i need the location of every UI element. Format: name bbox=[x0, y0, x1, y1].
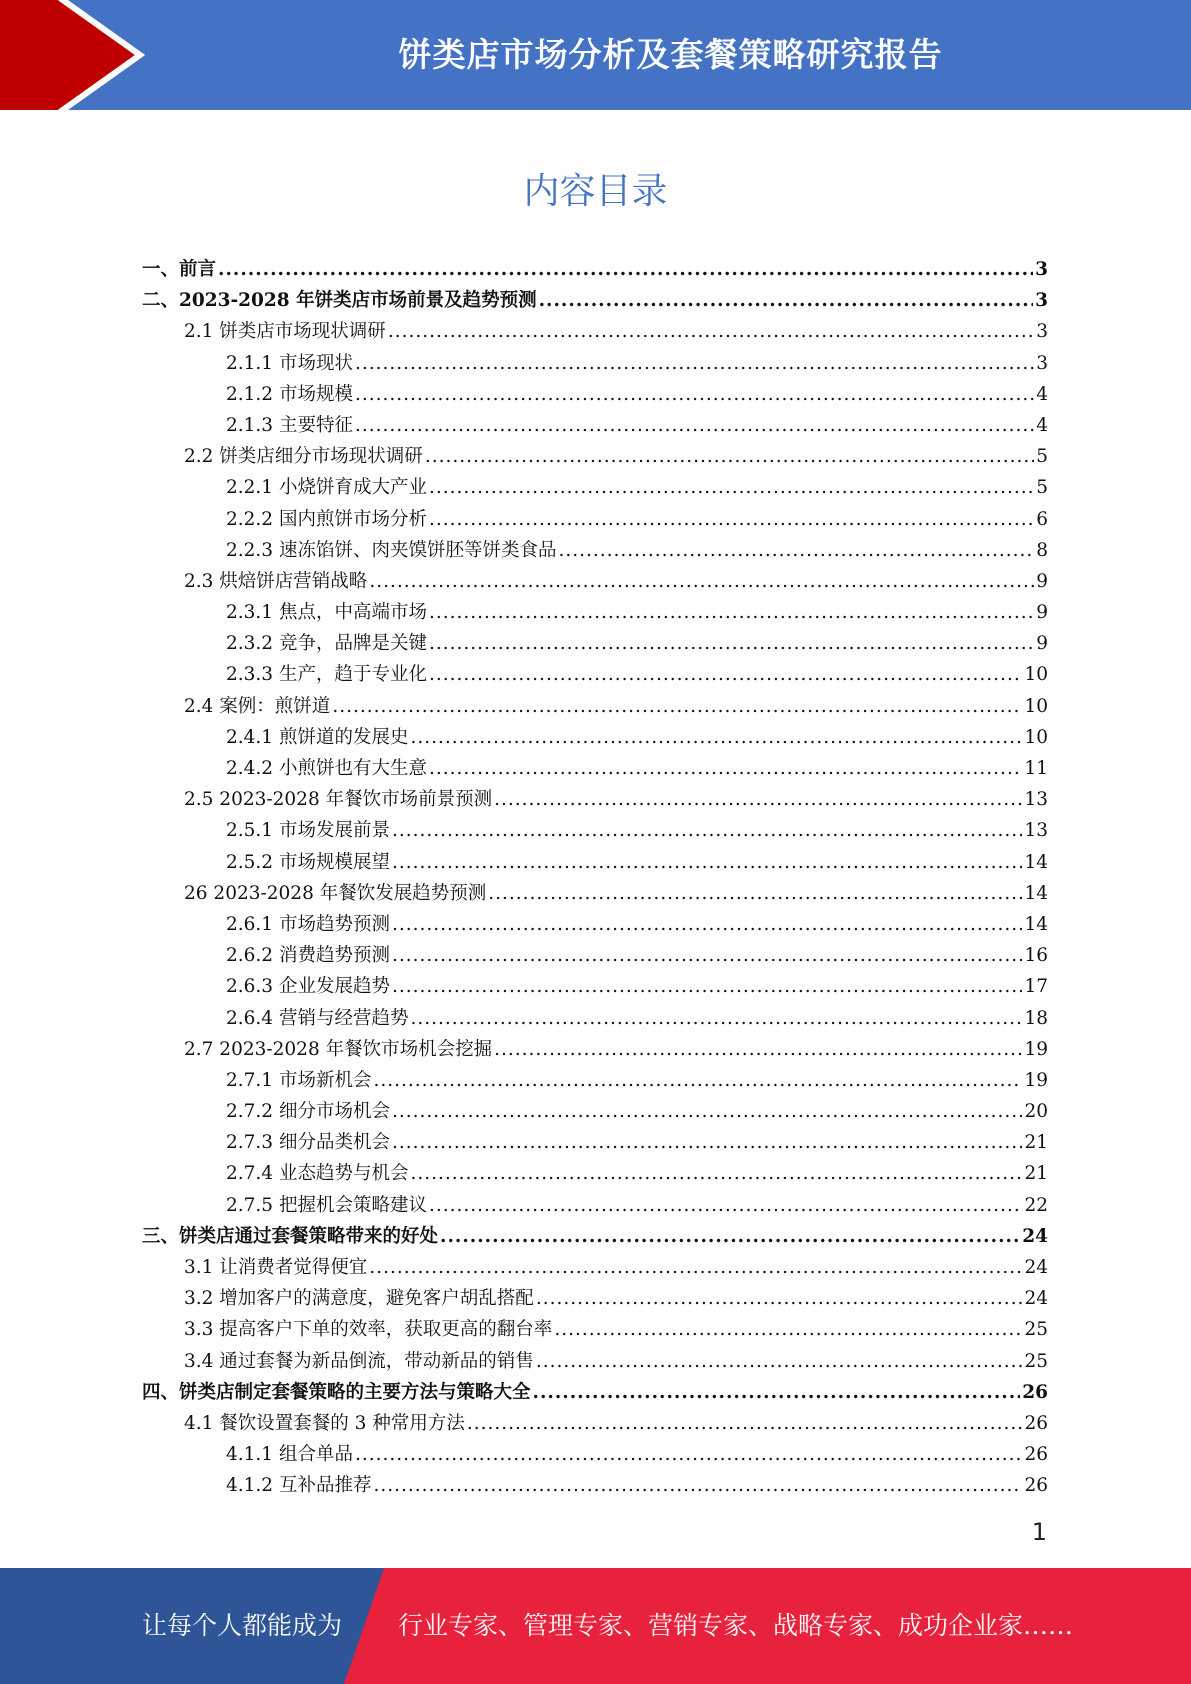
toc-entry-page: 26 bbox=[1022, 1381, 1048, 1403]
toc-entry-page: 5 bbox=[1036, 477, 1048, 499]
toc-dot-leader bbox=[392, 909, 1022, 940]
toc-entry-page: 19 bbox=[1024, 1069, 1048, 1091]
toc-entry-label: 2.3.2 竞争，品牌是关键 bbox=[226, 633, 427, 655]
header-banner bbox=[0, 0, 1191, 110]
toc-entry-page: 9 bbox=[1036, 633, 1048, 655]
toc-entry-label: 2.2 饼类店细分市场现状调研 bbox=[184, 446, 423, 468]
toc-dot-leader bbox=[558, 535, 1034, 566]
toc-entry[interactable] bbox=[142, 1346, 1048, 1377]
toc-entry[interactable] bbox=[142, 909, 1048, 940]
toc-dot-leader bbox=[429, 628, 1034, 659]
toc-dot-leader bbox=[355, 1439, 1023, 1470]
toc-entry-label: 三、饼类店通过套餐策略带来的好处 bbox=[142, 1225, 439, 1247]
toc-entry-label: 2.7.5 把握机会策略建议 bbox=[226, 1194, 427, 1216]
toc-entry-label: 2.6.3 企业发展趋势 bbox=[226, 976, 390, 998]
toc-entry-page: 21 bbox=[1024, 1132, 1048, 1154]
toc-dot-leader bbox=[373, 1470, 1022, 1501]
toc-entry-page: 24 bbox=[1024, 1257, 1048, 1278]
toc-entry[interactable] bbox=[142, 410, 1048, 441]
toc-entry-label: 26 2023-2028 年餐饮发展趋势预测 bbox=[184, 882, 487, 904]
toc-dot-leader bbox=[494, 1034, 1022, 1065]
toc-entry-label: 3.3 提高客户下单的效率，获取更高的翻台率 bbox=[184, 1319, 553, 1341]
toc-entry[interactable] bbox=[142, 1158, 1048, 1189]
toc-entry-page: 13 bbox=[1024, 789, 1048, 811]
toc-entry[interactable] bbox=[142, 1252, 1048, 1283]
toc-entry-label: 2.3.3 生产，趋于专业化 bbox=[226, 664, 427, 686]
toc-entry[interactable] bbox=[142, 316, 1048, 347]
toc-entry-label: 2.5 2023-2028 年餐饮市场前景预测 bbox=[184, 789, 493, 811]
toc-entry-label: 2.1.1 市场现状 bbox=[226, 352, 353, 374]
toc-entry-page: 3 bbox=[1036, 352, 1048, 374]
toc-entry[interactable] bbox=[142, 628, 1048, 659]
toc-entry[interactable] bbox=[142, 348, 1048, 379]
chevron-arrow-icon bbox=[0, 0, 160, 110]
toc-entry-page: 26 bbox=[1024, 1444, 1048, 1466]
toc-dot-leader bbox=[392, 940, 1022, 971]
toc-entry[interactable] bbox=[142, 441, 1048, 472]
toc-entry-label: 3.2 增加客户的满意度，避免客户胡乱搭配 bbox=[184, 1288, 534, 1310]
toc-dot-leader bbox=[429, 753, 1022, 784]
toc-entry-page: 4 bbox=[1036, 414, 1048, 436]
toc-dot-leader bbox=[554, 1314, 1022, 1345]
toc-dot-leader bbox=[440, 1221, 1020, 1252]
footer-slogan-right: 行业专家、管理专家、营销专家、战略专家、成功企业家…… bbox=[398, 1611, 1074, 1640]
toc-dot-leader bbox=[429, 659, 1022, 690]
toc-entry-label: 2.1 饼类店市场现状调研 bbox=[184, 321, 386, 343]
toc-entry-page: 18 bbox=[1024, 1007, 1048, 1029]
toc-entry-label: 2.7.3 细分品类机会 bbox=[226, 1132, 390, 1154]
toc-entry[interactable] bbox=[142, 784, 1048, 815]
toc-entry-label: 2.6.4 营销与经营趋势 bbox=[226, 1007, 409, 1029]
toc-entry[interactable] bbox=[142, 1439, 1048, 1470]
toc-entry-page: 26 bbox=[1024, 1475, 1048, 1497]
toc-dot-leader bbox=[218, 254, 1033, 285]
toc-entry[interactable] bbox=[142, 1034, 1048, 1065]
toc-entry-page: 26 bbox=[1024, 1412, 1048, 1434]
toc-entry[interactable] bbox=[142, 379, 1048, 410]
toc-entry-label: 3.1 让消费者觉得便宜 bbox=[184, 1257, 368, 1278]
toc-heading: 内容目录 bbox=[523, 171, 668, 212]
toc-entry-label: 2.5.1 市场发展前景 bbox=[226, 820, 390, 842]
toc-entry[interactable] bbox=[142, 1003, 1048, 1034]
toc-entry-page: 13 bbox=[1024, 820, 1048, 842]
toc-entry-page: 5 bbox=[1036, 446, 1048, 468]
toc-entry[interactable] bbox=[142, 1096, 1048, 1127]
toc-entry[interactable] bbox=[142, 878, 1048, 909]
toc-entry-label: 2.6.2 消费趋势预测 bbox=[226, 945, 390, 967]
toc-dot-leader bbox=[539, 285, 1034, 316]
toc-entry-page: 25 bbox=[1024, 1319, 1048, 1341]
toc-entry-label: 2.6.1 市场趋势预测 bbox=[226, 913, 390, 935]
toc-entry-page: 9 bbox=[1036, 570, 1048, 592]
toc-entry[interactable] bbox=[142, 1470, 1048, 1501]
toc-entry-page: 21 bbox=[1024, 1163, 1048, 1185]
toc-entry[interactable] bbox=[142, 722, 1048, 753]
toc-dot-leader bbox=[388, 316, 1034, 347]
toc-entry-page: 14 bbox=[1024, 882, 1048, 904]
toc-dot-leader bbox=[494, 784, 1022, 815]
toc-entry-label: 3.4 通过套餐为新品倒流，带动新品的销售 bbox=[184, 1350, 534, 1372]
toc-entry[interactable] bbox=[142, 566, 1048, 597]
toc-entry[interactable] bbox=[142, 1283, 1048, 1314]
toc-dot-leader bbox=[410, 1158, 1022, 1189]
toc-entry-label: 2.1.2 市场规模 bbox=[226, 383, 353, 405]
toc-dot-leader bbox=[373, 1065, 1022, 1096]
toc-dot-leader bbox=[429, 1190, 1022, 1221]
toc-entry-label: 2.4.2 小煎饼也有大生意 bbox=[226, 758, 427, 779]
toc-entry-page: 3 bbox=[1035, 259, 1048, 280]
toc-dot-leader bbox=[369, 1252, 1022, 1283]
toc-entry[interactable] bbox=[142, 504, 1048, 535]
page-number: 1 bbox=[1031, 1518, 1047, 1546]
toc-dot-leader bbox=[425, 441, 1034, 472]
footer-banner bbox=[0, 1568, 1191, 1684]
toc-entry[interactable] bbox=[142, 971, 1048, 1002]
toc-entry-label: 2.7.4 业态趋势与机会 bbox=[226, 1163, 409, 1185]
toc-entry-label: 4.1.2 互补品推荐 bbox=[226, 1475, 372, 1497]
toc-entry[interactable] bbox=[142, 1314, 1048, 1345]
toc-entry-page: 16 bbox=[1024, 945, 1048, 967]
toc-entry-page: 14 bbox=[1024, 851, 1048, 873]
toc-entry[interactable] bbox=[142, 691, 1048, 722]
toc-entry-page: 20 bbox=[1024, 1101, 1048, 1123]
toc-entry[interactable] bbox=[142, 940, 1048, 971]
toc-entry[interactable] bbox=[142, 753, 1048, 784]
toc-dot-leader bbox=[355, 348, 1034, 379]
toc-entry-page: 22 bbox=[1024, 1194, 1048, 1216]
toc-entry-label: 2.5.2 市场规模展望 bbox=[226, 851, 390, 873]
toc-entry-page: 6 bbox=[1036, 508, 1048, 530]
toc-entry[interactable] bbox=[142, 254, 1048, 285]
toc-dot-leader bbox=[410, 722, 1022, 753]
toc-entry-page: 11 bbox=[1024, 758, 1048, 779]
toc-entry[interactable] bbox=[142, 1127, 1048, 1158]
toc-entry-label: 二、2023-2028 年饼类店市场前景及趋势预测 bbox=[142, 290, 537, 312]
toc-entry[interactable] bbox=[142, 847, 1048, 878]
toc-entry-label: 2.2.1 小烧饼育成大产业 bbox=[226, 477, 427, 499]
toc-dot-leader bbox=[488, 878, 1022, 909]
table-of-contents bbox=[142, 254, 1048, 1502]
report-title: 饼类店市场分析及套餐策略研究报告 bbox=[398, 35, 943, 74]
toc-entry-page: 3 bbox=[1036, 321, 1048, 343]
toc-dot-leader bbox=[392, 847, 1022, 878]
toc-dot-leader bbox=[392, 1127, 1022, 1158]
toc-dot-leader bbox=[536, 1283, 1023, 1314]
toc-entry-label: 2.2.3 速冻馅饼、肉夹馍饼胚等饼类食品 bbox=[226, 539, 557, 561]
toc-entry-label: 2.7 2023-2028 年餐饮市场机会挖掘 bbox=[184, 1038, 493, 1060]
toc-entry-page: 10 bbox=[1024, 664, 1048, 686]
toc-entry-page: 24 bbox=[1024, 1288, 1048, 1310]
toc-entry-page: 14 bbox=[1024, 913, 1048, 935]
toc-dot-leader bbox=[410, 1003, 1022, 1034]
footer-slogan-left: 让每个人都能成为 bbox=[142, 1611, 343, 1640]
toc-entry-page: 19 bbox=[1024, 1038, 1048, 1060]
toc-entry[interactable] bbox=[142, 285, 1048, 316]
toc-entry-label: 2.4.1 煎饼道的发展史 bbox=[226, 726, 409, 748]
toc-entry-label: 2.4 案例：煎饼道 bbox=[184, 695, 331, 717]
toc-dot-leader bbox=[369, 566, 1034, 597]
toc-dot-leader bbox=[429, 597, 1034, 628]
toc-entry[interactable] bbox=[142, 1065, 1048, 1096]
toc-dot-leader bbox=[467, 1408, 1023, 1439]
toc-entry[interactable] bbox=[142, 1377, 1048, 1408]
toc-entry-page: 17 bbox=[1024, 976, 1048, 998]
toc-entry-label: 4.1 餐饮设置套餐的 3 种常用方法 bbox=[184, 1412, 465, 1434]
toc-entry-label: 2.1.3 主要特征 bbox=[226, 414, 353, 436]
toc-entry[interactable] bbox=[142, 597, 1048, 628]
toc-entry-label: 一、前言 bbox=[142, 259, 217, 280]
toc-entry[interactable] bbox=[142, 1190, 1048, 1221]
toc-entry[interactable] bbox=[142, 1221, 1048, 1252]
toc-dot-leader bbox=[533, 1377, 1021, 1408]
toc-entry-page: 10 bbox=[1024, 726, 1048, 748]
toc-dot-leader bbox=[392, 815, 1022, 846]
toc-dot-leader bbox=[429, 504, 1034, 535]
toc-entry-label: 2.2.2 国内煎饼市场分析 bbox=[226, 508, 427, 530]
toc-entry-page: 24 bbox=[1022, 1225, 1048, 1247]
toc-entry-label: 四、饼类店制定套餐策略的主要方法与策略大全 bbox=[142, 1381, 531, 1403]
toc-dot-leader bbox=[429, 472, 1034, 503]
toc-entry[interactable] bbox=[142, 815, 1048, 846]
toc-entry-page: 10 bbox=[1024, 695, 1048, 717]
toc-dot-leader bbox=[392, 971, 1022, 1002]
toc-entry[interactable] bbox=[142, 472, 1048, 503]
toc-dot-leader bbox=[355, 379, 1034, 410]
toc-entry[interactable] bbox=[142, 659, 1048, 690]
toc-entry-page: 25 bbox=[1024, 1350, 1048, 1372]
toc-dot-leader bbox=[536, 1346, 1023, 1377]
toc-entry-label: 2.3.1 焦点，中高端市场 bbox=[226, 602, 427, 624]
toc-entry-page: 9 bbox=[1036, 602, 1048, 624]
toc-entry-label: 4.1.1 组合单品 bbox=[226, 1444, 353, 1466]
toc-dot-leader bbox=[355, 410, 1034, 441]
toc-entry-page: 3 bbox=[1035, 290, 1048, 312]
toc-entry-label: 2.7.1 市场新机会 bbox=[226, 1069, 372, 1091]
toc-entry-page: 4 bbox=[1036, 383, 1048, 405]
toc-entry-label: 2.7.2 细分市场机会 bbox=[226, 1101, 390, 1123]
toc-dot-leader bbox=[392, 1096, 1022, 1127]
toc-entry[interactable] bbox=[142, 535, 1048, 566]
toc-dot-leader bbox=[332, 691, 1022, 722]
toc-entry-label: 2.3 烘焙饼店营销战略 bbox=[184, 570, 368, 592]
toc-entry-page: 8 bbox=[1036, 539, 1048, 561]
toc-entry[interactable] bbox=[142, 1408, 1048, 1439]
